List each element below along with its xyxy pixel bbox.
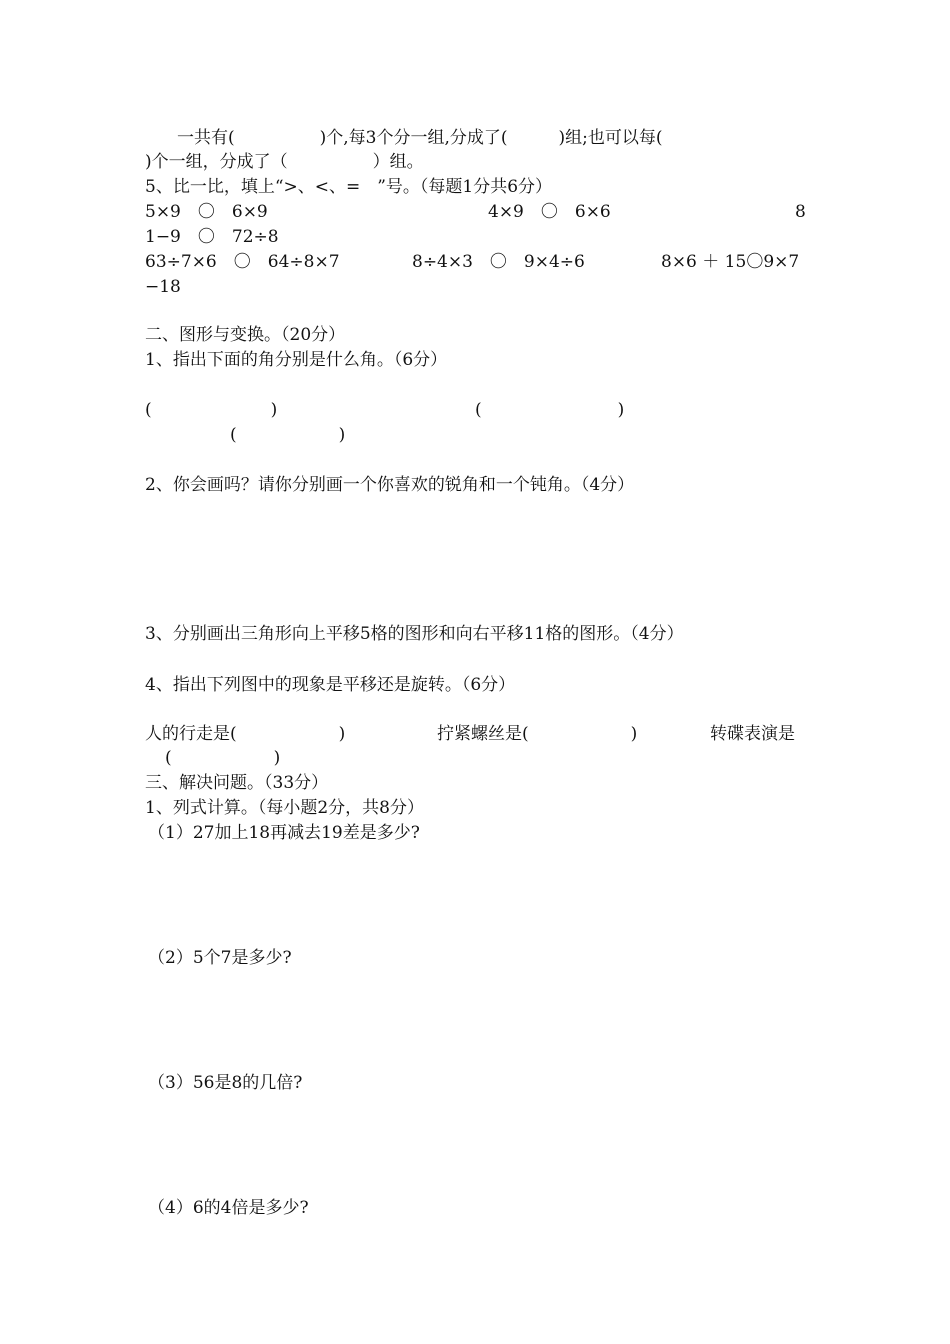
angle-answer-3: ( ) — [230, 425, 346, 445]
section-2-question-2: 2、你会画吗？请你分别画一个你喜欢的锐角和一个钝角。（4分） — [145, 475, 635, 495]
compare-item-3-end: 1−9 〇 72÷8 — [145, 227, 279, 247]
phenomenon-plate-spinning: 转碟表演是 — [710, 724, 795, 744]
section-2-question-3: 3、分别画出三角形向上平移5格的图形和向右平移11格的图形。（4分） — [145, 624, 684, 644]
compare-item-5: 8÷4×3 〇 9×4÷6 — [412, 252, 585, 272]
fill-blank-line-2: )个一组，分成了（ ）组。 — [145, 152, 424, 172]
phenomenon-screw: 拧紧螺丝是( ) — [437, 724, 638, 744]
phenomenon-plate-spinning-blank: ( ) — [165, 748, 281, 768]
compare-item-6-start: 8×6 ＋ 15〇9×7 — [661, 252, 800, 272]
fill-blank-line-1: 一共有( )个,每3个分一组,分成了( )组;也可以每( — [160, 128, 663, 148]
section-3-title: 三、解决问题。（33分） — [145, 773, 329, 793]
angle-answer-1: ( ) — [145, 400, 278, 420]
phenomenon-walking: 人的行走是( ) — [145, 724, 346, 744]
section-2-question-4: 4、指出下列图中的现象是平移还是旋转。（6分） — [145, 675, 516, 695]
problem-4: （4）6的4倍是多少? — [148, 1198, 309, 1218]
compare-item-1: 5×9 〇 6×9 — [145, 202, 268, 222]
section-2-title: 二、图形与变换。（20分） — [145, 325, 346, 345]
compare-item-2: 4×9 〇 6×6 — [488, 202, 611, 222]
compare-item-3-start: 8 — [795, 202, 806, 222]
problem-3: （3）56是8的几倍? — [148, 1073, 303, 1093]
problem-2: （2）5个7是多少? — [148, 948, 292, 968]
compare-item-6-end: −18 — [145, 277, 181, 297]
question-5-title: 5、比一比，填上“>、<、= ”号。（每题1分共6分） — [145, 177, 553, 197]
problem-1: （1）27加上18再减去19差是多少? — [148, 823, 420, 843]
angle-answer-2: ( ) — [475, 400, 625, 420]
section-2-question-1: 1、指出下面的角分别是什么角。（6分） — [145, 350, 448, 370]
compare-item-4: 63÷7×6 〇 64÷8×7 — [145, 252, 340, 272]
section-3-question-1: 1、列式计算。（每小题2分，共8分） — [145, 798, 424, 818]
